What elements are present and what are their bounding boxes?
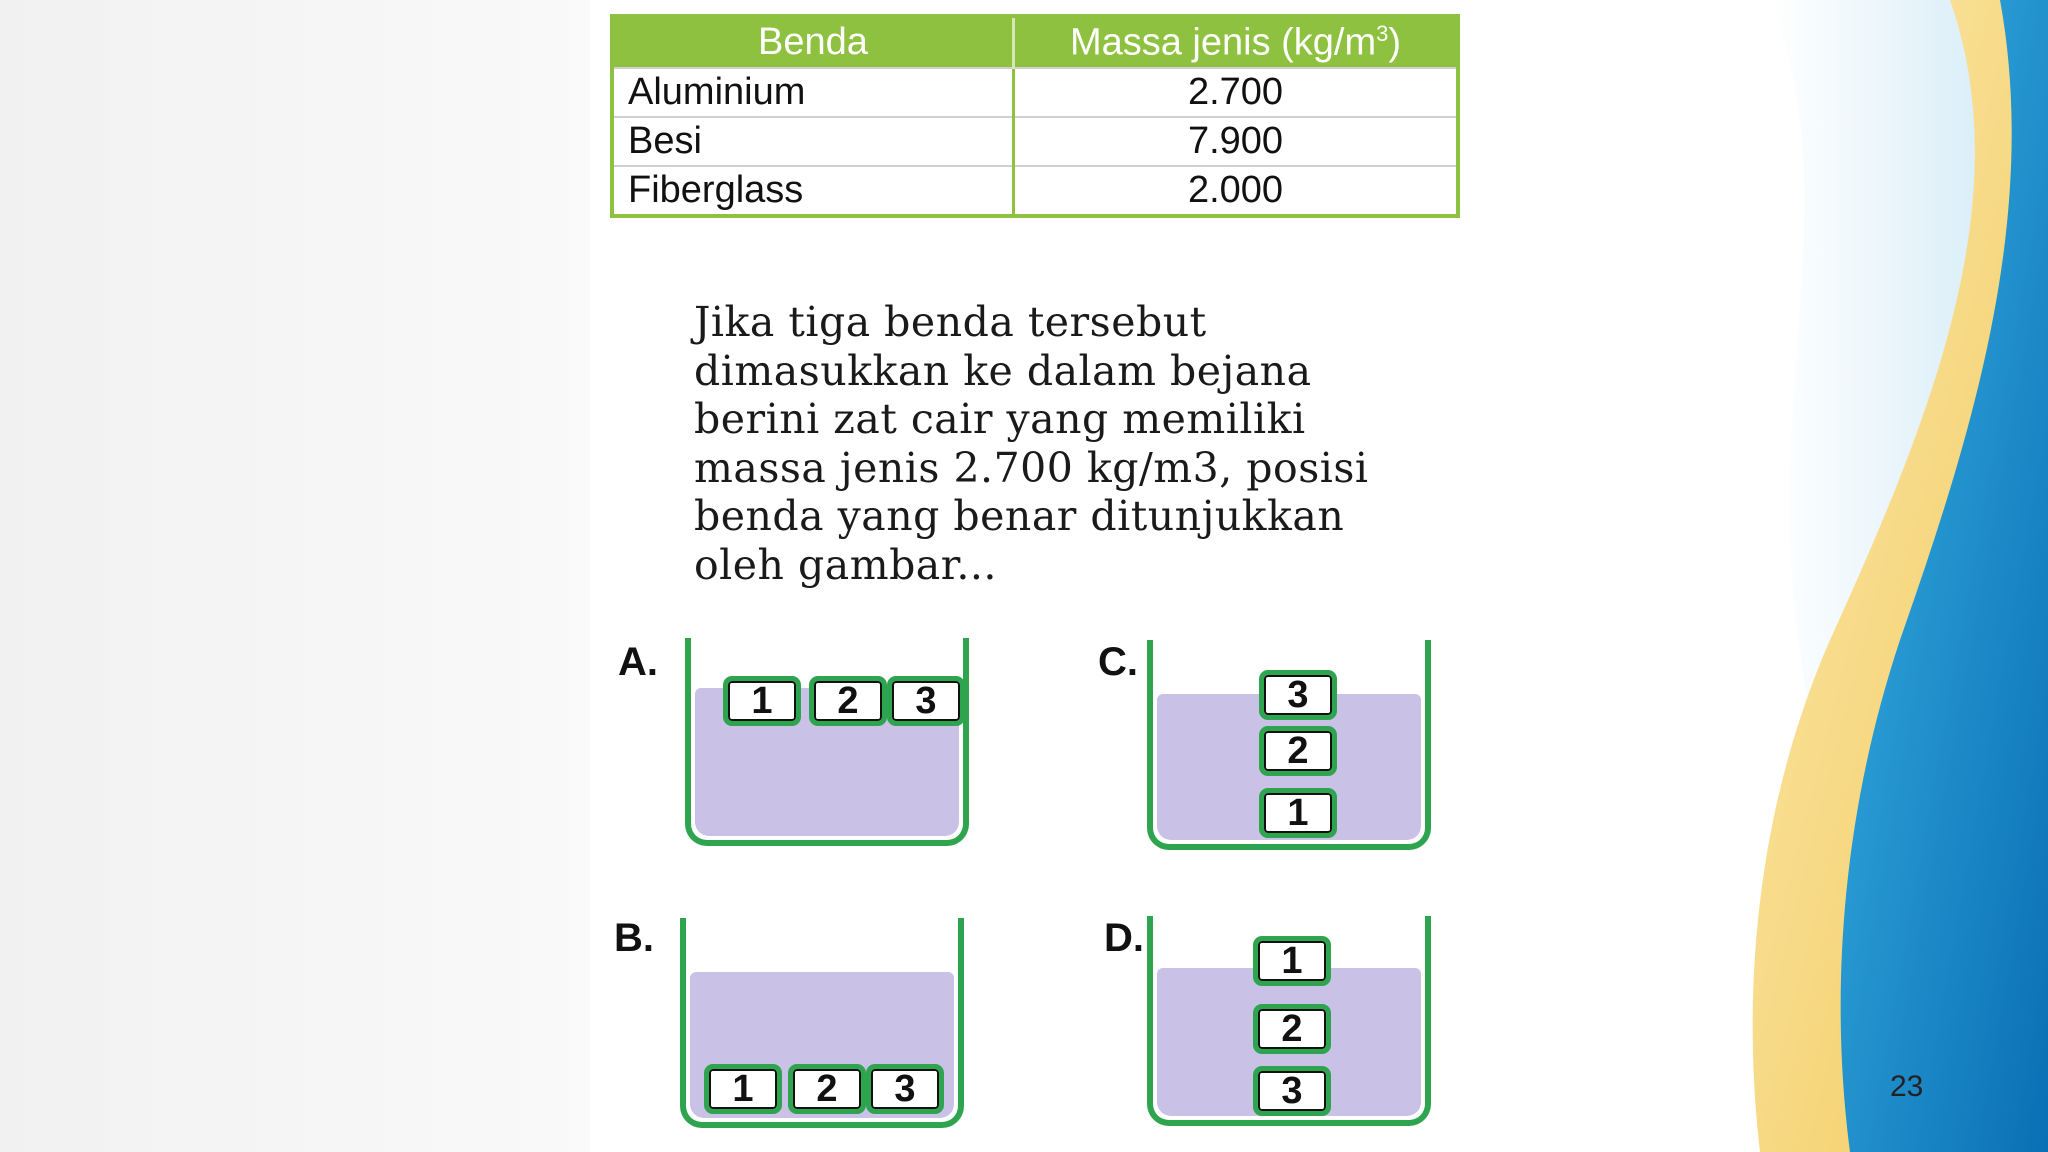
table-row (612, 117, 1458, 166)
question-line: massa jenis 2.700 kg/m3, posisi (694, 443, 1369, 492)
header-massa-text: Massa jenis (kg/m (1069, 21, 1377, 64)
question-line: benda yang benar ditunjukkan (694, 492, 1345, 540)
block: 3 (1253, 1066, 1331, 1116)
option-b-beaker[interactable] (680, 918, 964, 1128)
page-number: 23 (1890, 1070, 1924, 1103)
block: 2 (1259, 726, 1337, 776)
table-row (612, 68, 1458, 117)
header-benda: Benda (612, 16, 1014, 68)
option-c-beaker[interactable] (1147, 640, 1431, 850)
block: 3 (1259, 670, 1337, 720)
question-line: oleh gambar... (694, 540, 997, 589)
block: 3 (887, 676, 965, 726)
question-line: Jika tiga benda tersebut (694, 298, 1207, 346)
option-d-beaker[interactable] (1147, 916, 1431, 1126)
block: 1 (723, 676, 801, 726)
option-b-label[interactable]: B. (614, 916, 654, 960)
cell-massa: 7.900 (1014, 117, 1459, 166)
option-a-label[interactable]: A. (618, 640, 658, 684)
cell-benda: Aluminium (612, 68, 1014, 117)
option-a-beaker[interactable] (685, 638, 969, 846)
cell-benda: Besi (612, 117, 1014, 166)
header-massa-close: ) (1388, 21, 1402, 64)
block: 2 (809, 676, 887, 726)
block: 2 (1253, 1004, 1331, 1054)
header-massa-jenis (1014, 16, 1459, 68)
header-massa-exponent: 3 (1376, 20, 1389, 46)
block: 1 (704, 1064, 782, 1114)
option-c-label[interactable]: C. (1098, 640, 1138, 684)
cell-benda: Fiberglass (612, 166, 1014, 216)
block: 1 (1259, 788, 1337, 838)
question-line: dimasukkan ke dalam bejana (694, 346, 1312, 395)
block: 2 (788, 1064, 866, 1114)
table-header-row (612, 16, 1458, 68)
option-d-label[interactable]: D. (1104, 916, 1144, 960)
table-row (612, 166, 1458, 216)
block: 1 (1253, 936, 1331, 986)
block: 3 (866, 1064, 944, 1114)
density-table (610, 14, 1460, 218)
question-line: berini zat cair yang memiliki (694, 395, 1306, 443)
cell-massa: 2.000 (1014, 166, 1459, 216)
cell-massa: 2.700 (1014, 68, 1459, 117)
question-text (694, 298, 1434, 589)
